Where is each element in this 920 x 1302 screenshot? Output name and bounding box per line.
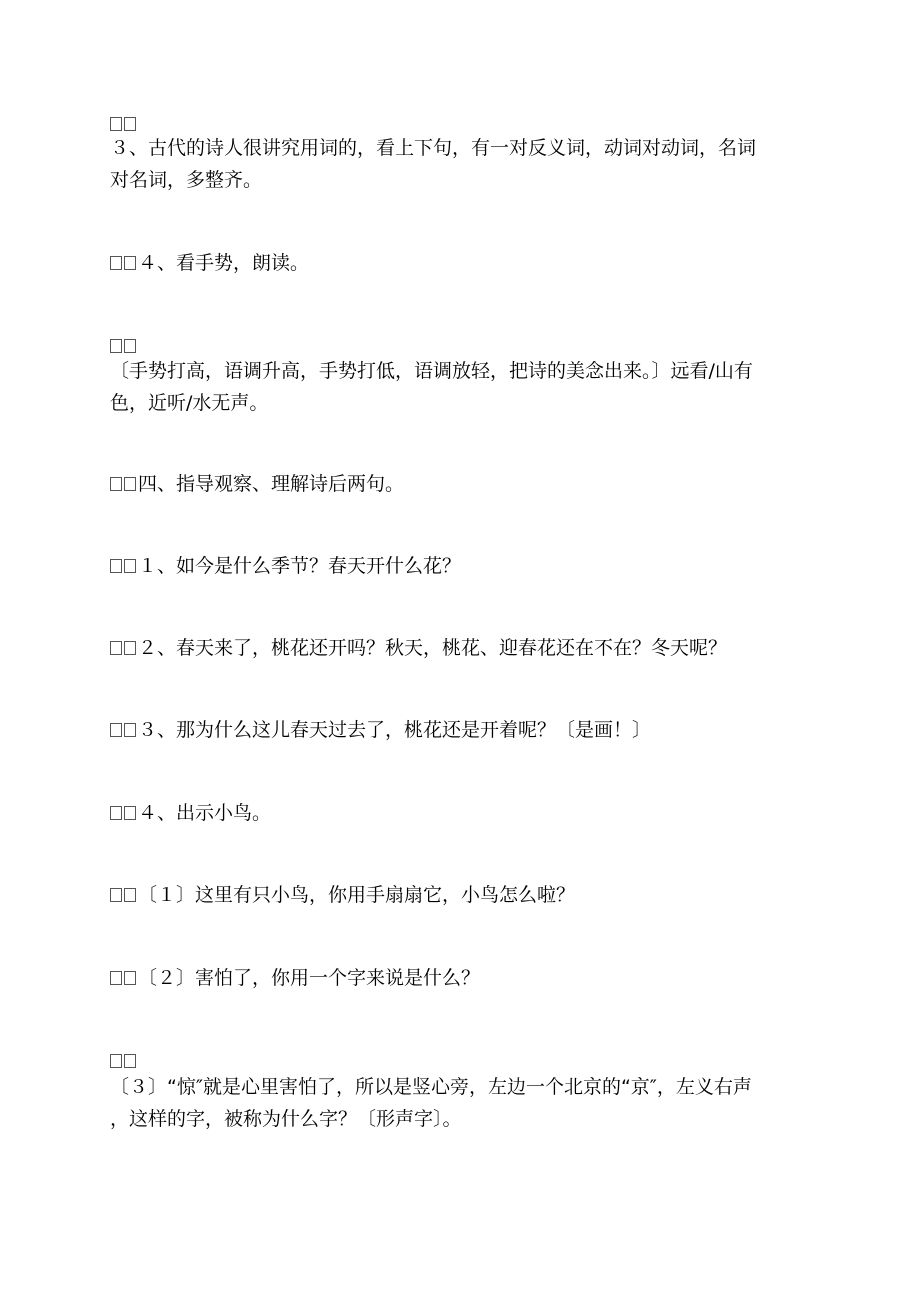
empty-box-glyphs: [110, 632, 138, 664]
paragraph-line: 〔手势打高，语调升高，手势打低，语调放轻，把诗的美念出来。〕远看/山有: [110, 360, 753, 382]
empty-box-glyphs: [110, 797, 138, 829]
paragraph-text: ４、出示小鸟。: [138, 802, 272, 824]
paragraph-text: ３、那为什么这儿春天过去了，桃花还是开着呢？〔是画！〕: [138, 719, 652, 741]
paragraph-text: 〔１〕这里有只小鸟，你用手扇扇它，小鸟怎么啦？: [138, 884, 576, 906]
paragraph-line: 色，近听/水无声。: [110, 392, 269, 414]
paragraph-line: [110, 468, 810, 500]
empty-box-glyphs: [110, 714, 138, 746]
paragraph-line: ，这样的字，被称为什么字？〔形声字〕。: [110, 1108, 462, 1130]
paragraph-text: 〔２〕害怕了，你用一个字来说是什么？: [138, 967, 481, 989]
paragraph-line: 对名词，多整齐。: [110, 169, 263, 191]
empty-box-glyphs: [110, 550, 138, 582]
paragraph-text: ４、看手势，朗读。: [138, 252, 310, 274]
paragraph-line: 〔３〕“惊″就是心里害怕了，所以是竖心旁，左边一个北京的“京″，左义右声: [110, 1076, 752, 1098]
paragraph-line: [110, 632, 810, 664]
paragraph-text: 四、指导观察、理解诗后两句。: [138, 473, 405, 495]
paragraph-text: １、如今是什么季节？春天开什么花？: [138, 555, 462, 577]
paragraph-line: [110, 797, 810, 829]
empty-box-glyphs: [110, 247, 138, 279]
paragraph-line: [110, 550, 810, 582]
paragraph-line: [110, 714, 810, 746]
empty-box-glyphs: [110, 468, 138, 500]
paragraph-line: [110, 879, 810, 911]
empty-box-glyphs: [110, 879, 138, 911]
paragraph-line: [110, 962, 810, 994]
empty-box-glyphs: [110, 962, 138, 994]
paragraph-line: [110, 247, 810, 279]
paragraph-text: ２、春天来了，桃花还开吗？秋天，桃花、迎春花还在不在？冬天呢？: [138, 637, 728, 659]
paragraph-line: ３、古代的诗人很讲究用词的，看上下句，有一对反义词，动词对动词，名词: [110, 137, 757, 159]
